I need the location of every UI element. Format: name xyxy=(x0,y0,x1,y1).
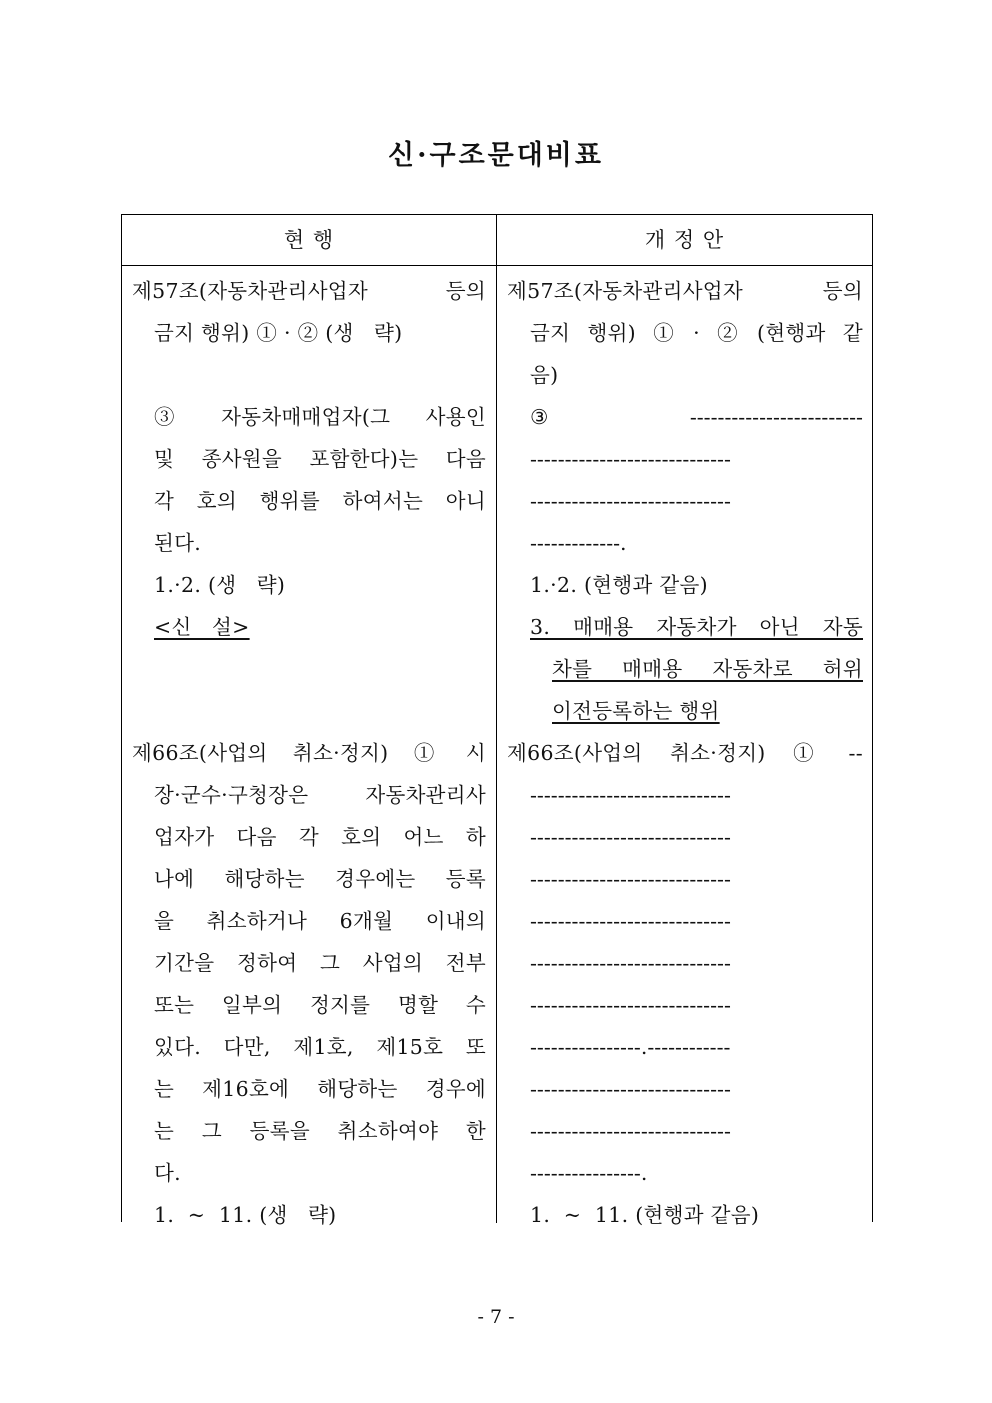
current-line: 각 호의 행위를 하여서는 아니 xyxy=(154,489,486,513)
revised-line: ----------------------------- xyxy=(530,825,731,849)
revised-line: 제66조(사업의 취소·정지) ① -- xyxy=(507,741,863,765)
revised-line: ----------------------------- xyxy=(530,909,731,933)
revised-new-line: 차를 매매용 자동차로 허위 xyxy=(552,657,863,681)
header-revised: 개 정 안 xyxy=(644,228,725,252)
current-line: 1.·2. (생 략) xyxy=(154,573,286,597)
current-line: 또는 일부의 정지를 명할 수 xyxy=(154,993,486,1017)
revised-new-line: 3. 매매용 자동차가 아닌 자동 xyxy=(530,615,863,639)
current-line: 된다. xyxy=(154,531,202,555)
new-provision-marker: <신 설> xyxy=(154,615,250,639)
revised-line: 1. ~ 11. (현행과 같음) xyxy=(530,1203,760,1227)
revised-line: ----------------------------- xyxy=(530,489,731,513)
revised-line: ----------------------------- xyxy=(530,1119,731,1143)
current-line: 다. xyxy=(154,1161,181,1185)
revised-line: 1.·2. (현행과 같음) xyxy=(530,573,708,597)
comparison-table xyxy=(121,214,873,1227)
current-line: ③ 자동차매매업자(그 사용인 xyxy=(154,405,486,429)
current-line: 제66조(사업의 취소·정지) ① 시 xyxy=(132,741,486,765)
revised-line: ----------------.------------ xyxy=(530,1035,731,1059)
current-line: 업자가 다음 각 호의 어느 하 xyxy=(154,825,486,849)
revised-line: ----------------------------- xyxy=(530,993,731,1017)
header-current: 현 행 xyxy=(283,228,335,252)
revised-line: ----------------. xyxy=(530,1161,648,1185)
revised-line: 금지 행위) ① · ② (현행과 같 xyxy=(530,321,863,345)
column-divider xyxy=(496,215,497,1223)
current-line: 1. ~ 11. (생 략) xyxy=(154,1203,337,1227)
current-line: 금지 행위) ① · ② (생 략) xyxy=(154,321,403,345)
current-line: 을 취소하거나 6개월 이내의 xyxy=(154,909,486,933)
current-line: 는 그 등록을 취소하여야 한 xyxy=(154,1119,486,1143)
current-line: 및 종사원을 포함한다)는 다음 xyxy=(154,447,486,471)
current-line: 는 제16호에 해당하는 경우에 xyxy=(154,1077,486,1101)
current-line: 기간을 정하여 그 사업의 전부 xyxy=(154,951,486,975)
header-divider xyxy=(122,265,872,266)
revised-line: ----------------------------- xyxy=(530,1077,731,1101)
revised-line: ----------------------------- xyxy=(530,951,731,975)
document-title: 신·구조문대비표 xyxy=(388,140,604,171)
page-number: - 7 - xyxy=(477,1306,515,1328)
current-line: 나에 해당하는 경우에는 등록 xyxy=(154,867,486,891)
revised-line: ----------------------------- xyxy=(530,447,731,471)
revised-line: ----------------------------- xyxy=(530,783,731,807)
current-line: 있다. 다만, 제1호, 제15호 또 xyxy=(154,1035,486,1059)
revised-line: ③ ------------------------- xyxy=(530,405,863,429)
revised-line: 음) xyxy=(530,363,559,387)
revised-line: ----------------------------- xyxy=(530,867,731,891)
current-line: 장·군수·구청장은 자동차관리사 xyxy=(154,783,486,807)
revised-new-line: 이전등록하는 행위 xyxy=(552,699,720,723)
revised-line: 제57조(자동차관리사업자 등의 xyxy=(507,279,863,303)
revised-line: -------------. xyxy=(530,531,627,555)
current-line: 제57조(자동차관리사업자 등의 xyxy=(132,279,486,303)
